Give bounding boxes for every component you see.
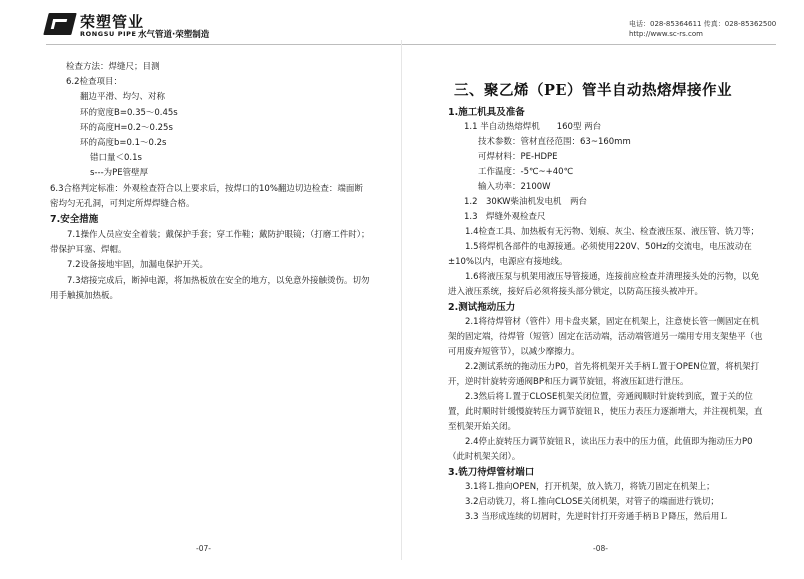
page-number-right: -08- [593,544,608,553]
section-heading-1: 1.施工机具及准备 [448,107,525,118]
paragraph-1-4: 1.4检查工具、加热板有无污物、划痕、灰尘、检查液压泵、液压管、铣刀等； [465,227,760,237]
right-page [448,105,766,525]
section-heading-3: 3.铣刀待焊管材端口 [448,467,535,478]
paragraph-3-1: 3.1将Ｌ推向OPEN，打开机架，放入铣刀，将铣刀固定在机架上； [465,482,715,492]
spec-line: 技术参数：管材直径范围：63~160mm [478,137,631,147]
spec-line: 输入功率：2100W [478,182,551,192]
paragraph-7-3: 7.3熔接完成后，断掉电源，将加热板放在安全的地方，以免意外接触烫伤。切勿用手触摸加热板。 [50,275,370,301]
inspection-item: s---为PE管壁厚 [90,168,149,179]
chapter-title: 三、聚乙烯（PE）管半自动热熔焊接作业 [454,82,732,99]
paragraph-6-3: 6.3合格判定标准：外观检查符合以上要求后，按焊口的10%翻边切边检查：端面断密均匀无孔洞，可判定所焊焊缝合格。 [50,183,363,209]
equipment-item-1-3: 1.3 焊缝外观检查尺 [464,212,546,222]
page-number-left: -07- [196,544,211,553]
brand-name-en: RONGSU PIPE [80,30,137,38]
spec-line: 工作温度：-5℃~+40℃ [478,167,574,177]
inspection-item: 环的宽度B=0.35～0.45s [80,107,178,118]
paragraph-7-2: 7.2设备接地牢固，加漏电保护开关。 [67,260,209,271]
contact-phone: 电话：028-85364611 传真：028-85362500 [629,20,777,28]
equipment-item-1-1: 1.1 半自动热熔焊机 160型 两台 [464,122,602,132]
page-gutter [401,40,402,560]
inspection-items-label: 6.2检查项目： [66,77,123,88]
paragraph-2-1: 2.1将待焊管材（管件）用卡盘夹紧，固定在机架上，注意使长管一侧固定在机架的固定端，待焊管（短管）固定在活动端，活动端管道另一端用专用支架垫平（也可用废弃短管节），以减少摩擦力。 [448,317,763,357]
contact-website: http://www.sc-rs.com [629,30,703,38]
header-divider [46,44,776,45]
inspection-item: 环的高度H=0.2～0.25s [80,122,173,133]
left-page [50,60,370,304]
brand-slogan: 水气管道·荣塑制造 [138,30,210,40]
paragraph-2-2: 2.2测试系统的拖动压力P0，首先将机架开关手柄Ｌ置于OPEN位置，将机架打开，逆时针旋转旁通阀BP和压力调节旋钮，将液压缸进行泄压。 [448,362,760,387]
section-heading-7: 7.安全措施 [50,214,99,226]
section-heading-2: 2.测试拖动压力 [448,302,516,313]
logo-mark-icon [43,13,76,35]
inspection-item: 错口量＜0.1s [90,153,142,164]
paragraph-3-2: 3.2启动铣刀，将Ｌ推向CLOSE关闭机架，对管子的端面进行铣切； [465,497,719,507]
paragraph-7-1: 7.1操作人员应安全着装；戴保护手套；穿工作鞋；戴防护眼镜；（打磨工件时）；带保护耳塞、焊帽。 [50,230,370,256]
equipment-item-1-2: 1.2 30KW柴油机发电机 两台 [464,197,588,207]
paragraph-1-6: 1.6将液压泵与机架用液压导管接通，连接前应检查并清理接头处的污物，以免进入液压系统，接好后必须将接头部分锁定，以防高压接头被冲开。 [448,272,760,297]
paragraph-1-5: 1.5将焊机各部件的电源接通。必须使用220V、50Hz的交流电，电压波动在±10%以内，电源应有接地线。 [448,242,752,267]
contact-info [629,19,776,39]
paragraph-3-3: 3.3 当形成连续的切屑时，先逆时针打开旁通手柄ＢＰ降压，然后用Ｌ [465,512,728,522]
inspection-item: 环的高度b=0.1～0.2s [80,138,167,149]
inspection-item: 翻边平滑、均匀、对称 [80,92,166,103]
spec-line: 可焊材料：PE-HDPE [478,152,558,162]
inspection-method: 检查方法：焊缝尺；目测 [66,62,160,72]
paragraph-2-3: 2.3然后将Ｌ置于CLOSE机架关闭位置，旁通阀顺时针旋转到底，置于关的位置，此时顺时针缓慢旋转压力调节旋钮Ｒ，使压力表压力逐渐增大，并注视机架，直至机架开始关闭。 [448,392,763,432]
paragraph-2-4: 2.4停止旋转压力调节旋钮Ｒ，读出压力表中的压力值，此值即为拖动压力P0（此时机架关闭）。 [448,437,753,462]
brand-name-cn: 荣塑管业 [80,13,145,31]
company-logo [46,11,246,41]
